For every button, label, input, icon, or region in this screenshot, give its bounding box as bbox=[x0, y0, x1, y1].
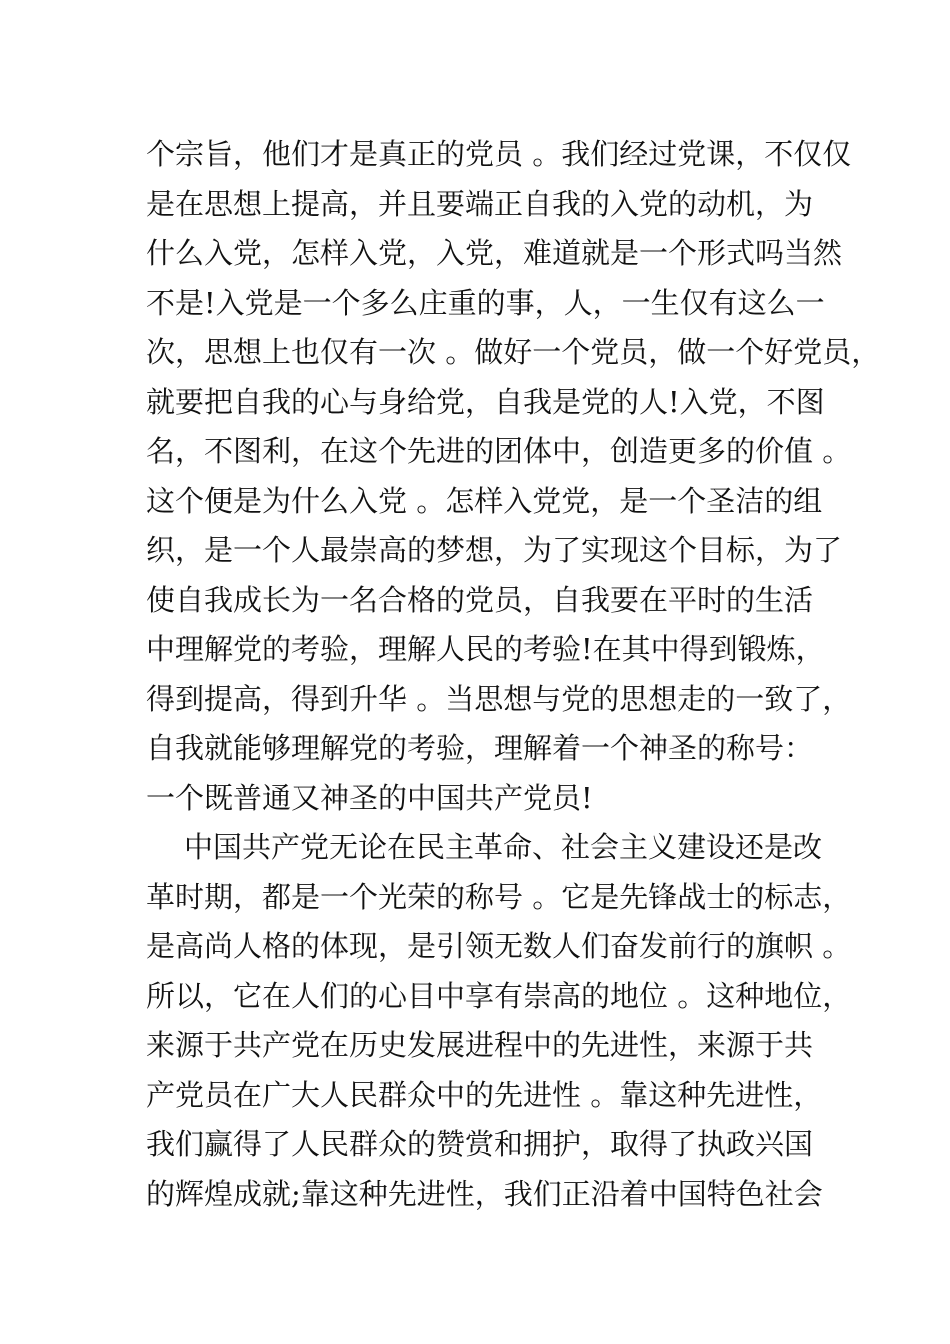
text-line: 是在思想上提高，并且要端正自我的入党的动机，为 bbox=[146, 186, 814, 221]
text-line: 不是!入党是一个多么庄重的事，人，一生仅有这么一 bbox=[146, 285, 825, 320]
text-line: 自我就能够理解党的考验，理解着一个神圣的称号： bbox=[146, 731, 814, 765]
text-line-indented: 中国共产党无论在民主革命、社会主义建设还是改 bbox=[184, 830, 823, 864]
text-line: 得到提高，得到升华 。当思想与党的思想走的一致了， bbox=[146, 681, 852, 716]
text-line: 产党员在广大人民群众中的先进性 。靠这种先进性， bbox=[146, 1077, 823, 1112]
text-line: 什么入党，怎样入党，入党，难道就是一个形式吗当然 bbox=[146, 236, 843, 270]
text-line: 名，不图利，在这个先进的团体中，创造更多的价值 。 bbox=[146, 434, 852, 468]
text-line: 革时期，都是一个光荣的称号 。它是先锋战士的标志， bbox=[146, 879, 852, 914]
paragraph-1 bbox=[146, 130, 881, 823]
text-line: 我们赢得了人民群众的赞赏和拥护，取得了执政兴国 bbox=[146, 1127, 814, 1161]
text-line: 使自我成长为一名合格的党员，自我要在平时的生活 bbox=[146, 582, 814, 617]
text-line: 是高尚人格的体现，是引领无数人们奋发前行的旗帜 。 bbox=[146, 929, 852, 963]
text-line: 的辉煌成就;靠这种先进性，我们正沿着中国特色社会 bbox=[146, 1176, 823, 1211]
text-line: 所以，它在人们的心目中享有崇高的地位 。这种地位， bbox=[146, 978, 852, 1013]
text-line: 中理解党的考验，理解人民的考验!在其中得到锻炼， bbox=[146, 632, 825, 666]
text-line: 织，是一个人最崇高的梦想，为了实现这个目标，为了 bbox=[146, 533, 843, 567]
text-line: 就要把自我的心与身给党，自我是党的人!入党，不图 bbox=[146, 384, 825, 419]
text-line: 这个便是为什么入党 。怎样入党党，是一个圣洁的组 bbox=[146, 483, 823, 518]
text-line: 来源于共产党在历史发展进程中的先进性，来源于共 bbox=[146, 1028, 814, 1062]
text-line: 个宗旨，他们才是真正的党员 。我们经过党课，不仅仅 bbox=[146, 137, 852, 171]
paragraph-2 bbox=[146, 823, 852, 1219]
text-line: 一个既普通又神圣的中国共产党员! bbox=[146, 780, 593, 815]
document-body bbox=[146, 130, 881, 1219]
text-line: 次，思想上也仅有一次 。做好一个党员，做一个好党员， bbox=[146, 335, 881, 369]
